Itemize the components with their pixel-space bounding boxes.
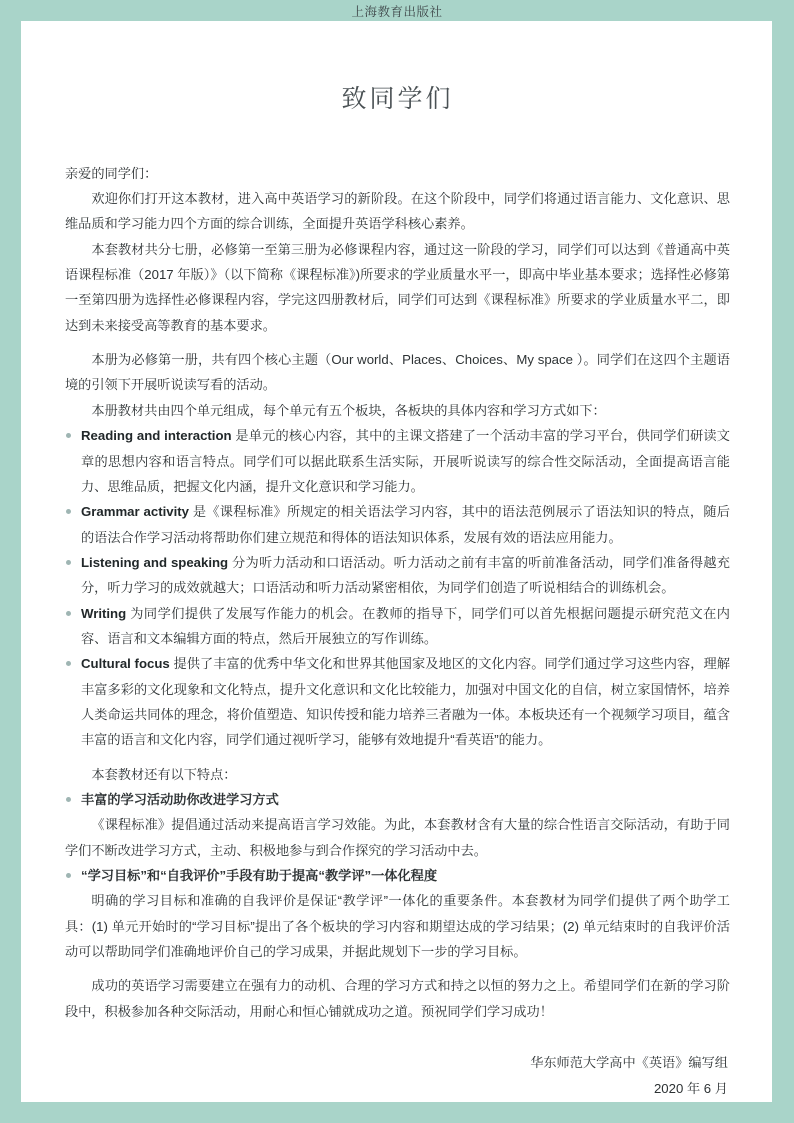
- closing-paragraph: 成功的英语学习需要建立在强有力的动机、合理的学习方式和持之以恒的努力之上。希望同学们在新的学习阶段中，积极参加各种交际活动，用耐心和恒心铺就成功之道。预祝同学们学习成功！: [65, 978, 730, 1019]
- feature-list: [65, 787, 730, 812]
- list-item: 丰富的学习活动助你改进学习方式: [65, 787, 730, 812]
- section-term: Reading and interaction: [81, 428, 232, 444]
- features-lead: 本套教材还有以下特点：: [91, 766, 237, 782]
- section-text: 提供了丰富的优秀中华文化和世界其他国家及地区的文化内容。同学们通过学习这些内容，理解丰富多彩的文化现象和文化特点，提升文化意识和文化比较能力，加强对中国文化的自信，树立家国情怀，培养人类命运共同体的理念，将价值塑造、知识传授和能力培养三者融为一体。本板块还有一个视频学习项目，蕴含丰富的语言和文化内容，同学们通过视听学习，能够有效地提升“看英语”的能力。: [81, 656, 731, 748]
- section-text: 是《课程标准》所规定的相关语法学习内容，其中的语法范例展示了语法知识的特点，随后的语法合作学习活动将帮助你们建立规范和得体的语法知识体系，发展有效的语法应用能力。: [81, 504, 730, 545]
- section-list: [65, 423, 730, 752]
- signature-author: 华东师范大学高中《英语》编写组: [530, 1055, 728, 1071]
- section-term: Grammar activity: [81, 504, 189, 520]
- document-content: [65, 21, 730, 1102]
- section-text: 是单元的核心内容，其中的主课文搭建了一个活动丰富的学习平台，供同学们研读文章的思想内容和语言特点。同学们可以据此联系生活实际，开展听说读写的综合性交际活动，全面提高语言能力、思维品质，把握文化内涵，提升文化意识和学习能力。: [81, 428, 730, 494]
- signature-date: 2020 年 6 月: [653, 1080, 728, 1096]
- list-item: [65, 550, 730, 601]
- section-term: Listening and speaking: [81, 554, 229, 570]
- list-item: [65, 651, 730, 752]
- list-item: “学习目标”和“自我评价”手段有助于提高“教学评”一体化程度: [65, 863, 730, 888]
- section-text: 为同学们提供了发展写作能力的机会。在教师的指导下，同学们可以首先根据问题提示研究范文在内容、语言和文本编辑方面的特点，然后开展独立的写作训练。: [81, 605, 730, 646]
- book-paragraph-1: 本册为必修第一册，共有四个核心主题（Our world、Places、Choices、My space ）。同学们在这四个主题语境的引领下开展听说读写看的活动。: [65, 352, 730, 393]
- publisher-name: 上海教育出版社: [351, 4, 443, 19]
- list-item: [65, 423, 730, 499]
- signature-block: [65, 1050, 730, 1101]
- salutation: 亲爱的同学们：: [65, 166, 158, 181]
- paper-sheet: [21, 21, 772, 1102]
- feature-body-2: 明确的学习目标和准确的自我评价是保证“教学评”一体化的重要条件。本套教材为同学们提供了两个助学工具：(1) 单元开始时的“学习目标”提出了各个板块的学习内容和期望达成的学习结果；(2) 单元结束时的自我评价活动可以帮助同学们准确地评价自己的学习成果，并据此规划下一步的学习目标。: [65, 893, 730, 960]
- list-item: [65, 601, 730, 652]
- page-title: 致同学们: [341, 85, 454, 113]
- section-text: 分为听力活动和口语活动。听力活动之前有丰富的听前准备活动，同学们准备得越充分，听力学习的成效就越大；口语活动和听力活动紧密相依，为同学们创造了听说相结合的训练机会。: [81, 554, 730, 596]
- feature-body-1: 《课程标准》提倡通过活动来提高语言学习效能。为此，本套教材含有大量的综合性语言交际活动，有助于同学们不断改进学习方式，主动、积极地参与到合作探究的学习活动中去。: [65, 817, 730, 858]
- intro-paragraph-2: 本套教材共分七册，必修第一至第三册为必修课程内容，通过这一阶段的学习，同学们可以达到《普通高中英语课程标准（2017 年版）》（以下简称《课程标准》)所要求的学业质量水平一，即高中毕业基本要求；选择性必修第一至第四册为选择性必修课程内容，学完这四册教材后，同学们可达到《课程标准》所要求的学业质量水平二，即达到未来接受高等教育的基本要求。: [65, 241, 730, 333]
- section-term: Cultural focus: [81, 656, 170, 672]
- spacer: [65, 964, 730, 973]
- spacer: [65, 753, 730, 762]
- section-term: Writing: [81, 605, 127, 621]
- feature-list: [65, 863, 730, 888]
- list-item: [65, 499, 730, 550]
- intro-paragraph-1: 欢迎你们打开这本教材，进入高中英语学习的新阶段。在这个阶段中，同学们将通过语言能力、文化意识、思维品质和学习能力四个方面的综合训练，全面提升英语学科核心素养。: [65, 191, 730, 232]
- publisher-header: [0, 0, 794, 21]
- book-paragraph-2: 本册教材共由四个单元组成，每个单元有五个板块，各板块的具体内容和学习方式如下：: [91, 402, 606, 418]
- spacer: [65, 338, 730, 347]
